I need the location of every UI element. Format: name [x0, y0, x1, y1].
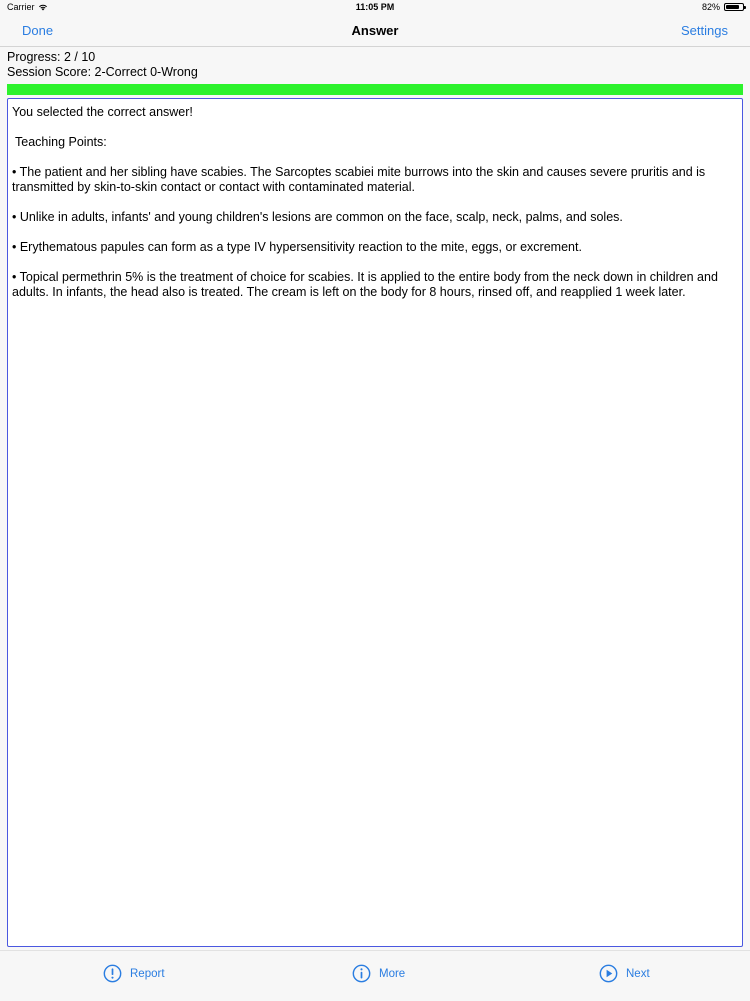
answer-result: You selected the correct answer!	[12, 105, 193, 119]
settings-button[interactable]: Settings	[681, 23, 728, 38]
carrier-label: Carrier	[7, 2, 35, 12]
bottom-toolbar	[0, 950, 750, 1001]
battery-percent: 82%	[701, 2, 720, 12]
done-button[interactable]: Done	[22, 23, 54, 38]
navigation-bar	[0, 16, 750, 47]
report-button[interactable]	[103, 964, 165, 983]
exclamation-circle-icon	[103, 964, 122, 983]
status-time: 11:05 PM	[355, 2, 395, 12]
battery-fill	[726, 5, 739, 9]
more-button[interactable]	[352, 964, 405, 983]
teaching-point: • Topical permethrin 5% is the treatment of choice for scabies. It is applied to the entire body from the neck down in children and adults. In infants, the head also is treated. The cream is left on the body for 8 hours, rinsed off, and reapplied 1 week later.	[12, 270, 718, 299]
answer-text-view[interactable]	[7, 98, 743, 947]
teaching-point: • Erythematous papules can form as a type IV hypersensitivity reaction to the mite, eggs, or excrement.	[12, 240, 582, 254]
teaching-points-heading: Teaching Points:	[15, 135, 107, 149]
report-label: Report	[130, 967, 165, 980]
next-button[interactable]	[599, 964, 650, 983]
battery-indicator	[702, 2, 744, 12]
play-circle-icon	[599, 964, 618, 983]
progress-info	[7, 50, 198, 80]
result-indicator-bar	[7, 84, 743, 95]
page-title: Answer	[351, 23, 399, 38]
teaching-point: • The patient and her sibling have scabies. The Sarcoptes scabiei mite burrows into the skin and causes severe pruritis and is transmitted by skin-to-skin contact or contact with contaminated material.	[12, 165, 706, 194]
session-score: Session Score: 2-Correct 0-Wrong	[7, 65, 198, 79]
battery-icon	[724, 3, 744, 11]
teaching-point: • Unlike in adults, infants' and young children's lesions are common on the face, scalp, neck, palms, and soles.	[12, 210, 623, 224]
next-label: Next	[626, 967, 650, 980]
progress-label: Progress: 2 / 10	[7, 50, 96, 64]
info-circle-icon	[352, 964, 371, 983]
status-bar	[0, 0, 750, 16]
more-label: More	[379, 967, 406, 980]
